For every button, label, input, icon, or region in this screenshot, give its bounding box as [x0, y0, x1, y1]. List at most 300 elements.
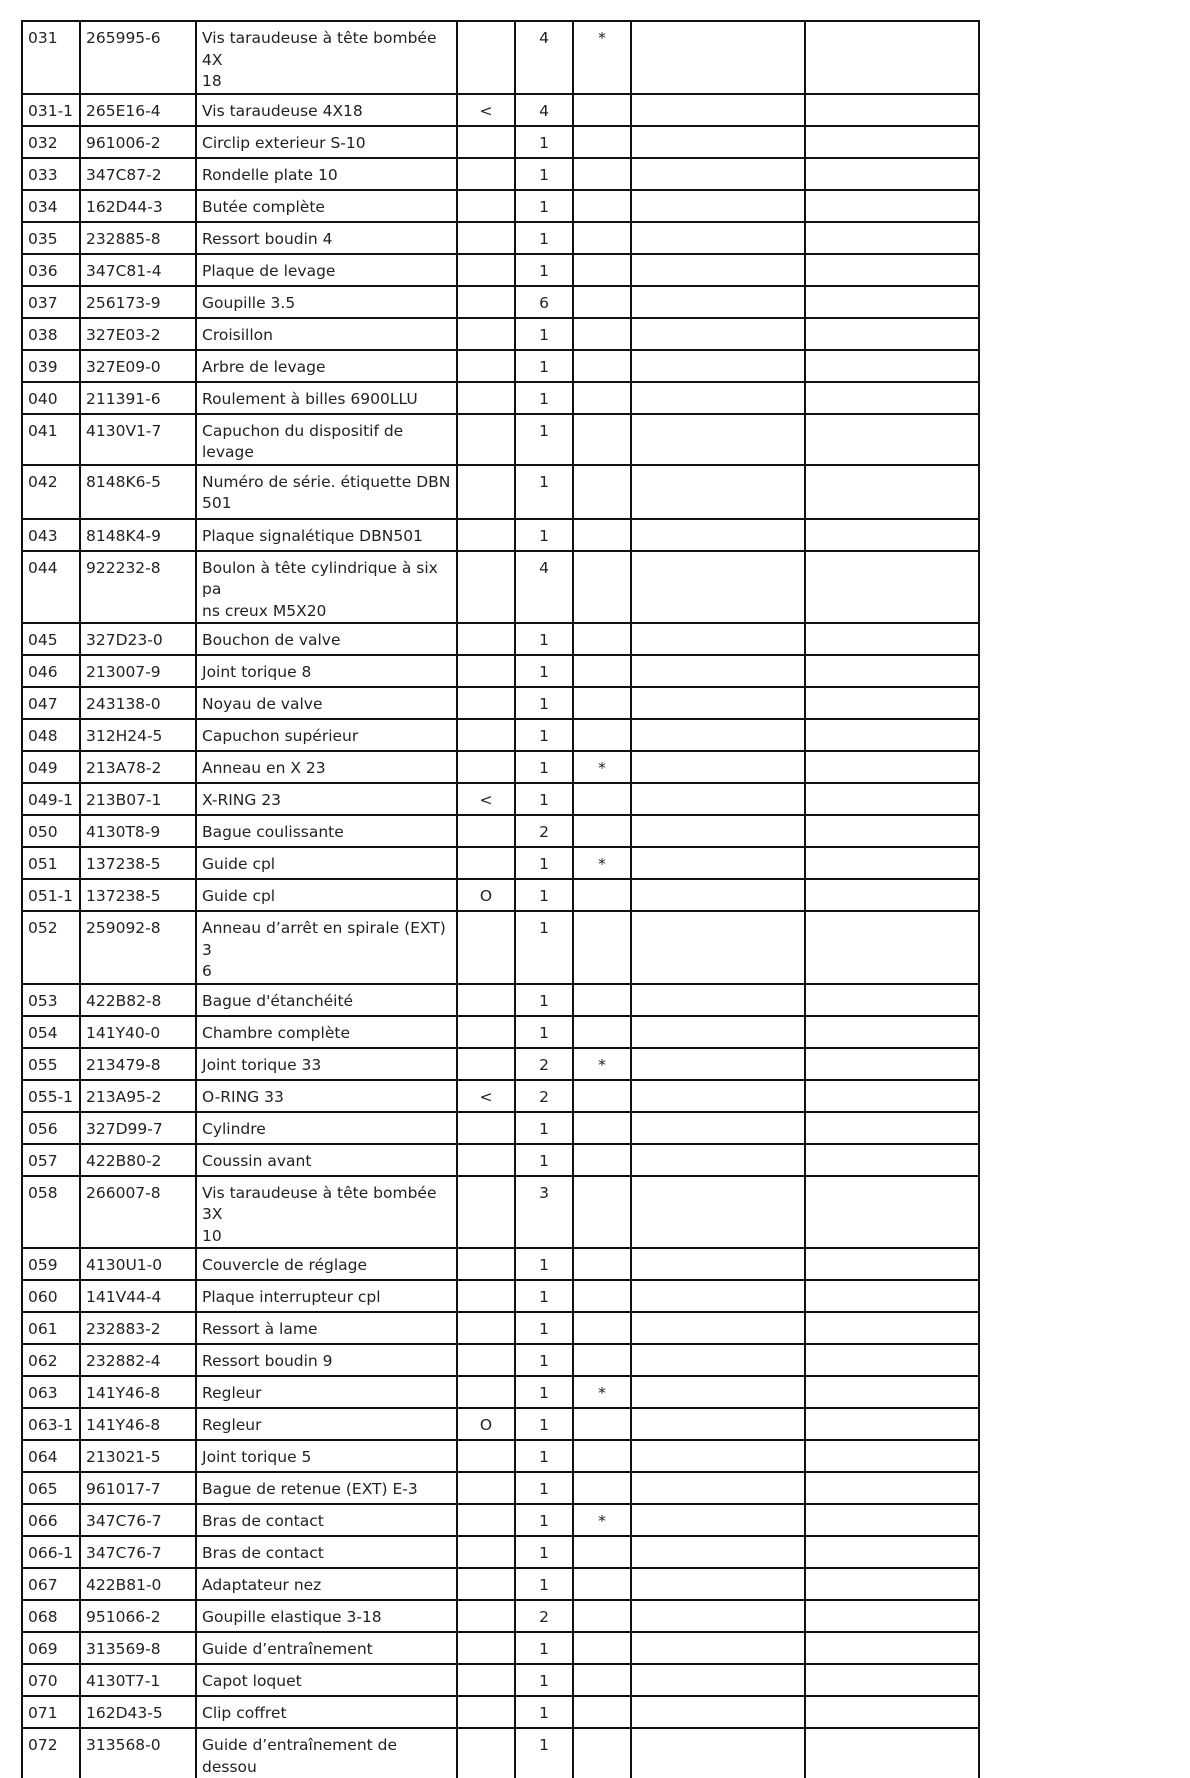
description-cell: Joint torique 33 — [196, 1048, 457, 1080]
empty-cell — [631, 190, 805, 222]
mark-cell — [573, 222, 631, 254]
quantity-cell: 1 — [515, 1016, 573, 1048]
item-number-cell: 032 — [22, 126, 80, 158]
item-number-cell: 054 — [22, 1016, 80, 1048]
item-number-cell: 053 — [22, 984, 80, 1016]
code-cell — [457, 1632, 515, 1664]
table-row — [22, 1048, 979, 1080]
empty-cell — [805, 1376, 979, 1408]
mark-cell — [573, 1176, 631, 1249]
code-cell — [457, 254, 515, 286]
part-number-cell: 8148K6-5 — [80, 465, 196, 519]
empty-cell — [631, 1016, 805, 1048]
quantity-cell: 4 — [515, 551, 573, 624]
description-cell: Bouchon de valve — [196, 623, 457, 655]
part-number-cell: 137238-5 — [80, 847, 196, 879]
mark-cell — [573, 911, 631, 984]
empty-cell — [631, 1728, 805, 1778]
empty-cell — [631, 158, 805, 190]
empty-cell — [805, 1080, 979, 1112]
table-row — [22, 382, 979, 414]
table-row — [22, 350, 979, 382]
empty-cell — [631, 1600, 805, 1632]
table-row — [22, 1568, 979, 1600]
item-number-cell: 072 — [22, 1728, 80, 1778]
code-cell — [457, 1472, 515, 1504]
empty-cell — [631, 21, 805, 94]
quantity-cell: 1 — [515, 465, 573, 519]
item-number-cell: 061 — [22, 1312, 80, 1344]
quantity-cell: 1 — [515, 158, 573, 190]
quantity-cell: 1 — [515, 382, 573, 414]
description-cell: Capot loquet — [196, 1664, 457, 1696]
quantity-cell: 4 — [515, 94, 573, 126]
table-row — [22, 1312, 979, 1344]
code-cell — [457, 519, 515, 551]
description-cell: Ressort boudin 9 — [196, 1344, 457, 1376]
quantity-cell: 1 — [515, 519, 573, 551]
quantity-cell: 1 — [515, 1440, 573, 1472]
empty-cell — [805, 1344, 979, 1376]
mark-cell — [573, 254, 631, 286]
part-number-cell: 4130T8-9 — [80, 815, 196, 847]
code-cell — [457, 911, 515, 984]
part-number-cell: 922232-8 — [80, 551, 196, 624]
part-number-cell: 327D99-7 — [80, 1112, 196, 1144]
part-number-cell: 4130V1-7 — [80, 414, 196, 465]
mark-cell — [573, 1472, 631, 1504]
empty-cell — [631, 1312, 805, 1344]
empty-cell — [805, 1472, 979, 1504]
mark-cell — [573, 94, 631, 126]
code-cell — [457, 687, 515, 719]
item-number-cell: 058 — [22, 1176, 80, 1249]
part-number-cell: 265995-6 — [80, 21, 196, 94]
part-number-cell: 8148K4-9 — [80, 519, 196, 551]
mark-cell: * — [573, 21, 631, 94]
part-number-cell: 141Y46-8 — [80, 1376, 196, 1408]
part-number-cell: 4130T7-1 — [80, 1664, 196, 1696]
mark-cell — [573, 719, 631, 751]
quantity-cell: 1 — [515, 687, 573, 719]
item-number-cell: 070 — [22, 1664, 80, 1696]
description-cell: Joint torique 8 — [196, 655, 457, 687]
quantity-cell: 1 — [515, 847, 573, 879]
empty-cell — [805, 1568, 979, 1600]
empty-cell — [631, 1664, 805, 1696]
description-cell: Bague coulissante — [196, 815, 457, 847]
part-number-cell: 347C87-2 — [80, 158, 196, 190]
quantity-cell: 1 — [515, 318, 573, 350]
empty-cell — [805, 1144, 979, 1176]
code-cell — [457, 1344, 515, 1376]
mark-cell — [573, 1696, 631, 1728]
quantity-cell: 2 — [515, 1080, 573, 1112]
table-row — [22, 126, 979, 158]
empty-cell — [631, 350, 805, 382]
empty-cell — [805, 1664, 979, 1696]
code-cell — [457, 382, 515, 414]
description-cell: Clip coffret — [196, 1696, 457, 1728]
empty-cell — [805, 783, 979, 815]
empty-cell — [805, 126, 979, 158]
code-cell — [457, 623, 515, 655]
mark-cell: * — [573, 1504, 631, 1536]
code-cell — [457, 1568, 515, 1600]
code-cell — [457, 1600, 515, 1632]
quantity-cell: 2 — [515, 1600, 573, 1632]
empty-cell — [631, 519, 805, 551]
mark-cell — [573, 1248, 631, 1280]
part-number-cell: 137238-5 — [80, 879, 196, 911]
empty-cell — [631, 286, 805, 318]
empty-cell — [805, 879, 979, 911]
quantity-cell: 1 — [515, 623, 573, 655]
table-row — [22, 1536, 979, 1568]
code-cell — [457, 286, 515, 318]
part-number-cell: 327E09-0 — [80, 350, 196, 382]
mark-cell — [573, 1408, 631, 1440]
quantity-cell: 1 — [515, 719, 573, 751]
empty-cell — [805, 751, 979, 783]
empty-cell — [805, 1696, 979, 1728]
description-cell: Regleur — [196, 1408, 457, 1440]
quantity-cell: 1 — [515, 1312, 573, 1344]
description-cell: Adaptateur nez — [196, 1568, 457, 1600]
part-number-cell: 232882-4 — [80, 1344, 196, 1376]
table-row — [22, 1376, 979, 1408]
item-number-cell: 064 — [22, 1440, 80, 1472]
empty-cell — [805, 815, 979, 847]
mark-cell — [573, 1344, 631, 1376]
empty-cell — [631, 318, 805, 350]
empty-cell — [805, 623, 979, 655]
item-number-cell: 049-1 — [22, 783, 80, 815]
item-number-cell: 048 — [22, 719, 80, 751]
empty-cell — [631, 1504, 805, 1536]
code-cell — [457, 1312, 515, 1344]
empty-cell — [805, 1016, 979, 1048]
quantity-cell: 1 — [515, 1376, 573, 1408]
mark-cell — [573, 158, 631, 190]
table-row — [22, 1080, 979, 1112]
empty-cell — [631, 911, 805, 984]
empty-cell — [805, 551, 979, 624]
item-number-cell: 041 — [22, 414, 80, 465]
empty-cell — [805, 21, 979, 94]
quantity-cell: 1 — [515, 190, 573, 222]
code-cell — [457, 815, 515, 847]
item-number-cell: 034 — [22, 190, 80, 222]
empty-cell — [631, 719, 805, 751]
part-number-cell: 951066-2 — [80, 1600, 196, 1632]
code-cell — [457, 847, 515, 879]
item-number-cell: 036 — [22, 254, 80, 286]
part-number-cell: 327D23-0 — [80, 623, 196, 655]
quantity-cell: 1 — [515, 783, 573, 815]
code-cell — [457, 158, 515, 190]
mark-cell — [573, 126, 631, 158]
empty-cell — [631, 465, 805, 519]
item-number-cell: 068 — [22, 1600, 80, 1632]
item-number-cell: 063 — [22, 1376, 80, 1408]
part-number-cell: 141Y46-8 — [80, 1408, 196, 1440]
mark-cell — [573, 1280, 631, 1312]
empty-cell — [805, 1632, 979, 1664]
quantity-cell: 1 — [515, 879, 573, 911]
empty-cell — [805, 847, 979, 879]
part-number-cell: 141Y40-0 — [80, 1016, 196, 1048]
quantity-cell: 1 — [515, 1280, 573, 1312]
table-row — [22, 1176, 979, 1249]
empty-cell — [805, 1504, 979, 1536]
item-number-cell: 067 — [22, 1568, 80, 1600]
description-cell: Noyau de valve — [196, 687, 457, 719]
empty-cell — [805, 1600, 979, 1632]
empty-cell — [805, 1048, 979, 1080]
description-cell: Bras de contact — [196, 1536, 457, 1568]
description-cell: Joint torique 5 — [196, 1440, 457, 1472]
empty-cell — [805, 382, 979, 414]
description-cell: Croisillon — [196, 318, 457, 350]
mark-cell — [573, 815, 631, 847]
mark-cell — [573, 1016, 631, 1048]
table-row — [22, 1600, 979, 1632]
mark-cell: * — [573, 847, 631, 879]
table-row — [22, 158, 979, 190]
description-cell: Ressort boudin 4 — [196, 222, 457, 254]
quantity-cell: 1 — [515, 984, 573, 1016]
table-row — [22, 190, 979, 222]
table-row — [22, 879, 979, 911]
table-row — [22, 519, 979, 551]
code-cell: O — [457, 1408, 515, 1440]
mark-cell — [573, 1080, 631, 1112]
description-cell: Coussin avant — [196, 1144, 457, 1176]
quantity-cell: 4 — [515, 21, 573, 94]
mark-cell — [573, 1536, 631, 1568]
empty-cell — [805, 1248, 979, 1280]
item-number-cell: 045 — [22, 623, 80, 655]
empty-cell — [631, 1536, 805, 1568]
quantity-cell: 1 — [515, 1504, 573, 1536]
empty-cell — [805, 286, 979, 318]
mark-cell — [573, 1600, 631, 1632]
code-cell — [457, 751, 515, 783]
item-number-cell: 057 — [22, 1144, 80, 1176]
item-number-cell: 051 — [22, 847, 80, 879]
table-row — [22, 1472, 979, 1504]
table-row — [22, 1280, 979, 1312]
item-number-cell: 062 — [22, 1344, 80, 1376]
empty-cell — [805, 1440, 979, 1472]
part-number-cell: 213A95-2 — [80, 1080, 196, 1112]
empty-cell — [631, 1472, 805, 1504]
quantity-cell: 2 — [515, 1048, 573, 1080]
parts-list-body — [22, 21, 979, 1778]
code-cell — [457, 350, 515, 382]
code-cell — [457, 1728, 515, 1778]
empty-cell — [631, 254, 805, 286]
part-number-cell: 265E16-4 — [80, 94, 196, 126]
empty-cell — [805, 1112, 979, 1144]
mark-cell — [573, 190, 631, 222]
item-number-cell: 043 — [22, 519, 80, 551]
empty-cell — [631, 126, 805, 158]
empty-cell — [631, 815, 805, 847]
part-number-cell: 162D43-5 — [80, 1696, 196, 1728]
table-row — [22, 1664, 979, 1696]
table-row — [22, 1248, 979, 1280]
empty-cell — [805, 1728, 979, 1778]
item-number-cell: 042 — [22, 465, 80, 519]
item-number-cell: 031-1 — [22, 94, 80, 126]
part-number-cell: 232885-8 — [80, 222, 196, 254]
mark-cell — [573, 984, 631, 1016]
quantity-cell: 1 — [515, 1632, 573, 1664]
item-number-cell: 052 — [22, 911, 80, 984]
table-row — [22, 551, 979, 624]
code-cell: < — [457, 1080, 515, 1112]
mark-cell — [573, 1568, 631, 1600]
description-cell: Bras de contact — [196, 1504, 457, 1536]
code-cell: < — [457, 94, 515, 126]
part-number-cell: 213A78-2 — [80, 751, 196, 783]
empty-cell — [631, 1440, 805, 1472]
table-row — [22, 623, 979, 655]
empty-cell — [631, 1112, 805, 1144]
item-number-cell: 039 — [22, 350, 80, 382]
description-cell: Couvercle de réglage — [196, 1248, 457, 1280]
description-cell: Plaque signalétique DBN501 — [196, 519, 457, 551]
item-number-cell: 059 — [22, 1248, 80, 1280]
mark-cell — [573, 1728, 631, 1778]
parts-list-table — [21, 20, 980, 1778]
description-cell: Bague d'étanchéité — [196, 984, 457, 1016]
empty-cell — [631, 1408, 805, 1440]
mark-cell — [573, 1440, 631, 1472]
mark-cell — [573, 1144, 631, 1176]
empty-cell — [805, 911, 979, 984]
description-cell: Guide d’entraînement — [196, 1632, 457, 1664]
quantity-cell: 1 — [515, 751, 573, 783]
empty-cell — [805, 655, 979, 687]
empty-cell — [805, 318, 979, 350]
empty-cell — [631, 551, 805, 624]
mark-cell — [573, 551, 631, 624]
part-number-cell: 266007-8 — [80, 1176, 196, 1249]
description-cell: Capuchon du dispositif de levage — [196, 414, 457, 465]
empty-cell — [805, 350, 979, 382]
table-row — [22, 751, 979, 783]
empty-cell — [805, 519, 979, 551]
table-row — [22, 1440, 979, 1472]
quantity-cell: 1 — [515, 1696, 573, 1728]
empty-cell — [631, 1144, 805, 1176]
mark-cell: * — [573, 751, 631, 783]
part-number-cell: 213B07-1 — [80, 783, 196, 815]
description-cell: Circlip exterieur S-10 — [196, 126, 457, 158]
mark-cell — [573, 783, 631, 815]
item-number-cell: 065 — [22, 1472, 80, 1504]
code-cell: < — [457, 783, 515, 815]
empty-cell — [805, 465, 979, 519]
code-cell — [457, 551, 515, 624]
empty-cell — [631, 984, 805, 1016]
code-cell — [457, 984, 515, 1016]
description-cell: X-RING 23 — [196, 783, 457, 815]
part-number-cell: 422B82-8 — [80, 984, 196, 1016]
quantity-cell: 1 — [515, 1112, 573, 1144]
mark-cell — [573, 1632, 631, 1664]
item-number-cell: 056 — [22, 1112, 80, 1144]
table-row — [22, 254, 979, 286]
code-cell — [457, 465, 515, 519]
table-row — [22, 783, 979, 815]
part-number-cell: 213021-5 — [80, 1440, 196, 1472]
part-number-cell: 4130U1-0 — [80, 1248, 196, 1280]
item-number-cell: 071 — [22, 1696, 80, 1728]
code-cell — [457, 1048, 515, 1080]
description-cell: Vis taraudeuse 4X18 — [196, 94, 457, 126]
empty-cell — [631, 783, 805, 815]
item-number-cell: 066-1 — [22, 1536, 80, 1568]
empty-cell — [805, 719, 979, 751]
part-number-cell: 313569-8 — [80, 1632, 196, 1664]
empty-cell — [631, 414, 805, 465]
mark-cell — [573, 318, 631, 350]
code-cell — [457, 1664, 515, 1696]
quantity-cell: 1 — [515, 414, 573, 465]
mark-cell — [573, 655, 631, 687]
empty-cell — [631, 1344, 805, 1376]
table-row — [22, 687, 979, 719]
quantity-cell: 1 — [515, 1536, 573, 1568]
table-row — [22, 465, 979, 519]
part-number-cell: 211391-6 — [80, 382, 196, 414]
description-cell: Capuchon supérieur — [196, 719, 457, 751]
part-number-cell: 162D44-3 — [80, 190, 196, 222]
part-number-cell: 256173-9 — [80, 286, 196, 318]
code-cell — [457, 1176, 515, 1249]
empty-cell — [805, 190, 979, 222]
empty-cell — [805, 1408, 979, 1440]
description-cell: Goupille 3.5 — [196, 286, 457, 318]
mark-cell — [573, 1112, 631, 1144]
description-cell: Boulon à tête cylindrique à six pa ns creux M5X20 — [196, 551, 457, 624]
empty-cell — [631, 655, 805, 687]
part-number-cell: 141V44-4 — [80, 1280, 196, 1312]
table-row — [22, 1112, 979, 1144]
mark-cell — [573, 879, 631, 911]
description-cell: Vis taraudeuse à tête bombée 3X 10 — [196, 1176, 457, 1249]
item-number-cell: 047 — [22, 687, 80, 719]
code-cell — [457, 1696, 515, 1728]
quantity-cell: 1 — [515, 1144, 573, 1176]
item-number-cell: 033 — [22, 158, 80, 190]
part-number-cell: 213007-9 — [80, 655, 196, 687]
part-number-cell: 961017-7 — [80, 1472, 196, 1504]
item-number-cell: 046 — [22, 655, 80, 687]
item-number-cell: 060 — [22, 1280, 80, 1312]
empty-cell — [805, 1536, 979, 1568]
code-cell — [457, 1536, 515, 1568]
code-cell — [457, 1440, 515, 1472]
mark-cell — [573, 465, 631, 519]
mark-cell: * — [573, 1048, 631, 1080]
code-cell — [457, 719, 515, 751]
table-row — [22, 984, 979, 1016]
